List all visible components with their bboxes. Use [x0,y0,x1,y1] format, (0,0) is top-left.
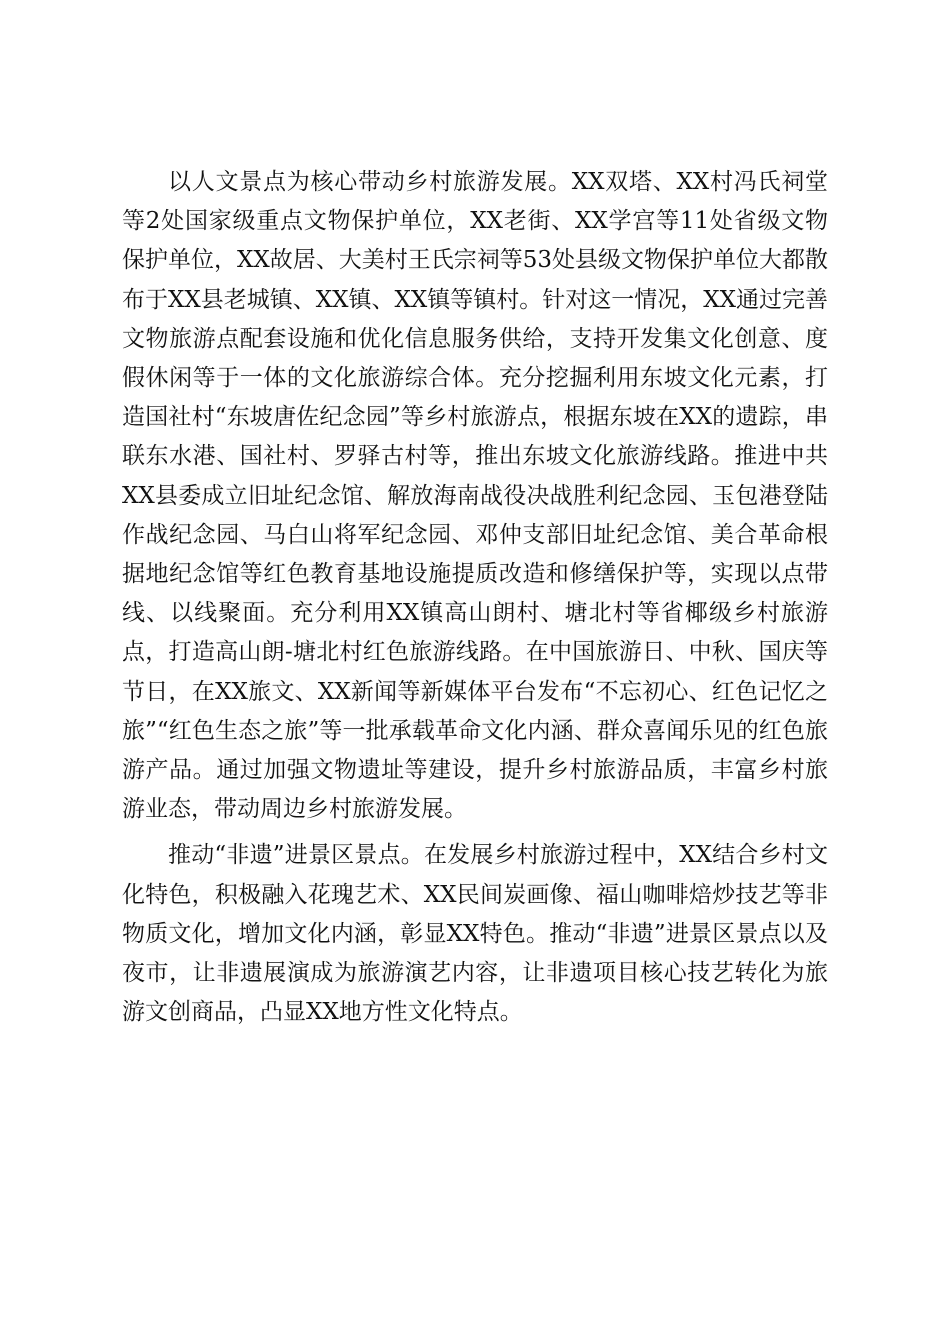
paragraph-rural-tourism-cultural-sites: 以人文景点为核心带动乡村旅游发展。XX双塔、XX村冯氏祠堂等2处国家级重点文物保护单位，XX老街、XX学宫等11处省级文物保护单位，XX故居、大美村王氏宗祠等53处县级文物保护单位大都散布于XX县老城镇、XX镇、XX镇等镇村。针对这一情况，XX通过完善文物旅游点配套设施和优化信息服务供给，支持开发集文化创意、度假休闲等于一体的文化旅游综合体。充分挖掘利用东坡文化元素，打造国社村“东坡唐佐纪念园”等乡村旅游点，根据东坡在XX的遗踪，串联东水港、国社村、罗驿古村等，推出东坡文化旅游线路。推进中共XX县委成立旧址纪念馆、解放海南战役决战胜利纪念园、玉包港登陆作战纪念园、马白山将军纪念园、邓仲支部旧址纪念馆、美合革命根据地纪念馆等红色教育基地设施提质改造和修缮保护等，实现以点带线、以线聚面。充分利用XX镇高山朗村、塘北村等省椰级乡村旅游点，打造高山朗-塘北村红色旅游线路。在中国旅游日、中秋、国庆等节日，在XX旅文、XX新闻等新媒体平台发布“不忘初心、红色记忆之旅”“红色生态之旅”等一批承载革命文化内涵、群众喜闻乐见的红色旅游产品。通过加强文物遗址等建设，提升乡村旅游品质，丰富乡村旅游业态，带动周边乡村旅游发展。 [122,169,829,823]
paragraph-intangible-heritage: 推动“非遗”进景区景点。在发展乡村旅游过程中，XX结合乡村文化特色，积极融入花瑰艺术、XX民间炭画像、福山咖啡焙炒技艺等非物质文化，增加文化内涵，彰显XX特色。推动“非遗”进景区景点以及夜市，让非遗展演成为旅游演艺内容，让非遗项目核心技艺转化为旅游文创商品，凸显XX地方性文化特点。 [122,842,828,1026]
document-body [122,163,828,1039]
